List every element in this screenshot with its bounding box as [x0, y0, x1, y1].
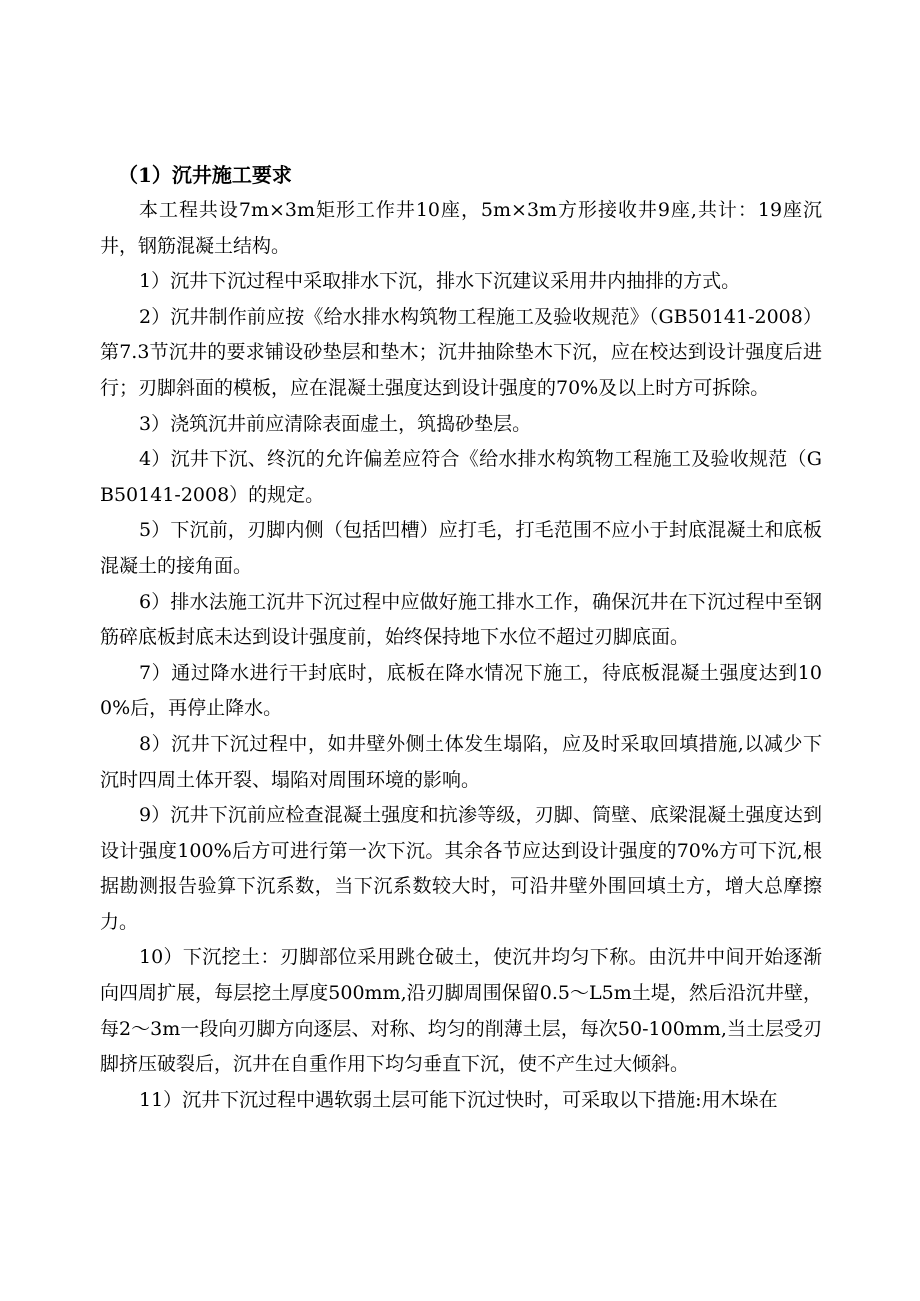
section-heading: （1）沉井施工要求: [118, 163, 292, 187]
paragraph-item-5: 5）下沉前，刃脚内侧（包括凹槽）应打毛，打毛范围不应小于封底混凝土和底板混凝土的接角面。: [100, 519, 822, 577]
paragraph-item-4: 4）沉井下沉、终沉的允许偏差应符合《给水排水构筑物工程施工及验收规范（GB50141-2008）的规定。: [100, 448, 822, 506]
paragraph-item-3: 3）浇筑沉井前应清除表面虚土，筑捣砂垫层。: [139, 412, 532, 435]
paragraph-item-2: 2）沉井制作前应按《给水排水构筑物工程施工及验收规范》（GB50141-2008）第7.3节沉井的要求铺设砂垫层和垫木；沉井抽除垫木下沉，应在校达到设计强度后进行；刃脚斜面的模板，应在混凝土强度达到设计强度的70%及以上时方可拆除。: [100, 305, 822, 399]
paragraph-item-7: 7）通过降水进行干封底时，底板在降水情况下施工，待底板混凝土强度达到100%后，再停止降水。: [100, 661, 822, 720]
paragraph-item-9: 9）沉井下沉前应检查混凝土强度和抗渗等级，刃脚、筒壁、底梁混凝土强度达到设计强度100%后方可进行第一次下沉。其余各节应达到设计强度的70%方可下沉,根据勘测报告验算下沉系数，当下沉系数较大时，可沿井壁外围回填土方，增大总摩擦力。: [100, 804, 822, 933]
paragraph-item-10: 10）下沉挖土：刃脚部位采用跳仓破土，使沉井均匀下称。由沉井中间开始逐渐向四周扩展，每层挖土厚度500mm,沿刃脚周围保留0.5～L5m土堤，然后沿沉井壁，每2～3m一段向刃脚方向逐层、对称、均匀的削薄土层，每次50-100mm,当土层受刃脚挤压破裂后，沉井在自重作用下均匀垂直下沉，使不产生过大倾斜。: [100, 946, 822, 1076]
paragraph-item-1: 1）沉井下沉过程中采取排水下沉，排水下沉建议采用井内抽排的方式。: [139, 270, 741, 293]
paragraph-item-6: 6）排水法施工沉井下沉过程中应做好施工排水工作，确保沉井在下沉过程中至钢筋碎底板封底未达到设计强度前，始终保持地下水位不超过刃脚底面。: [100, 590, 822, 649]
paragraph-item-8: 8）沉井下沉过程中，如井壁外侧土体发生塌陷，应及时采取回填措施,以减少下沉时四周土体开裂、塌陷对周围环境的影响。: [100, 732, 822, 791]
paragraph-item-11: 11）沉井下沉过程中遇软弱土层可能下沉过快时，可采取以下措施:用木垛在: [139, 1088, 778, 1111]
document-page: [100, 157, 822, 1118]
paragraph-intro: 本工程共设7m×3m矩形工作井10座，5m×3m方形接收井9座,共计：19座沉井，钢筋混凝土结构。: [100, 199, 822, 257]
